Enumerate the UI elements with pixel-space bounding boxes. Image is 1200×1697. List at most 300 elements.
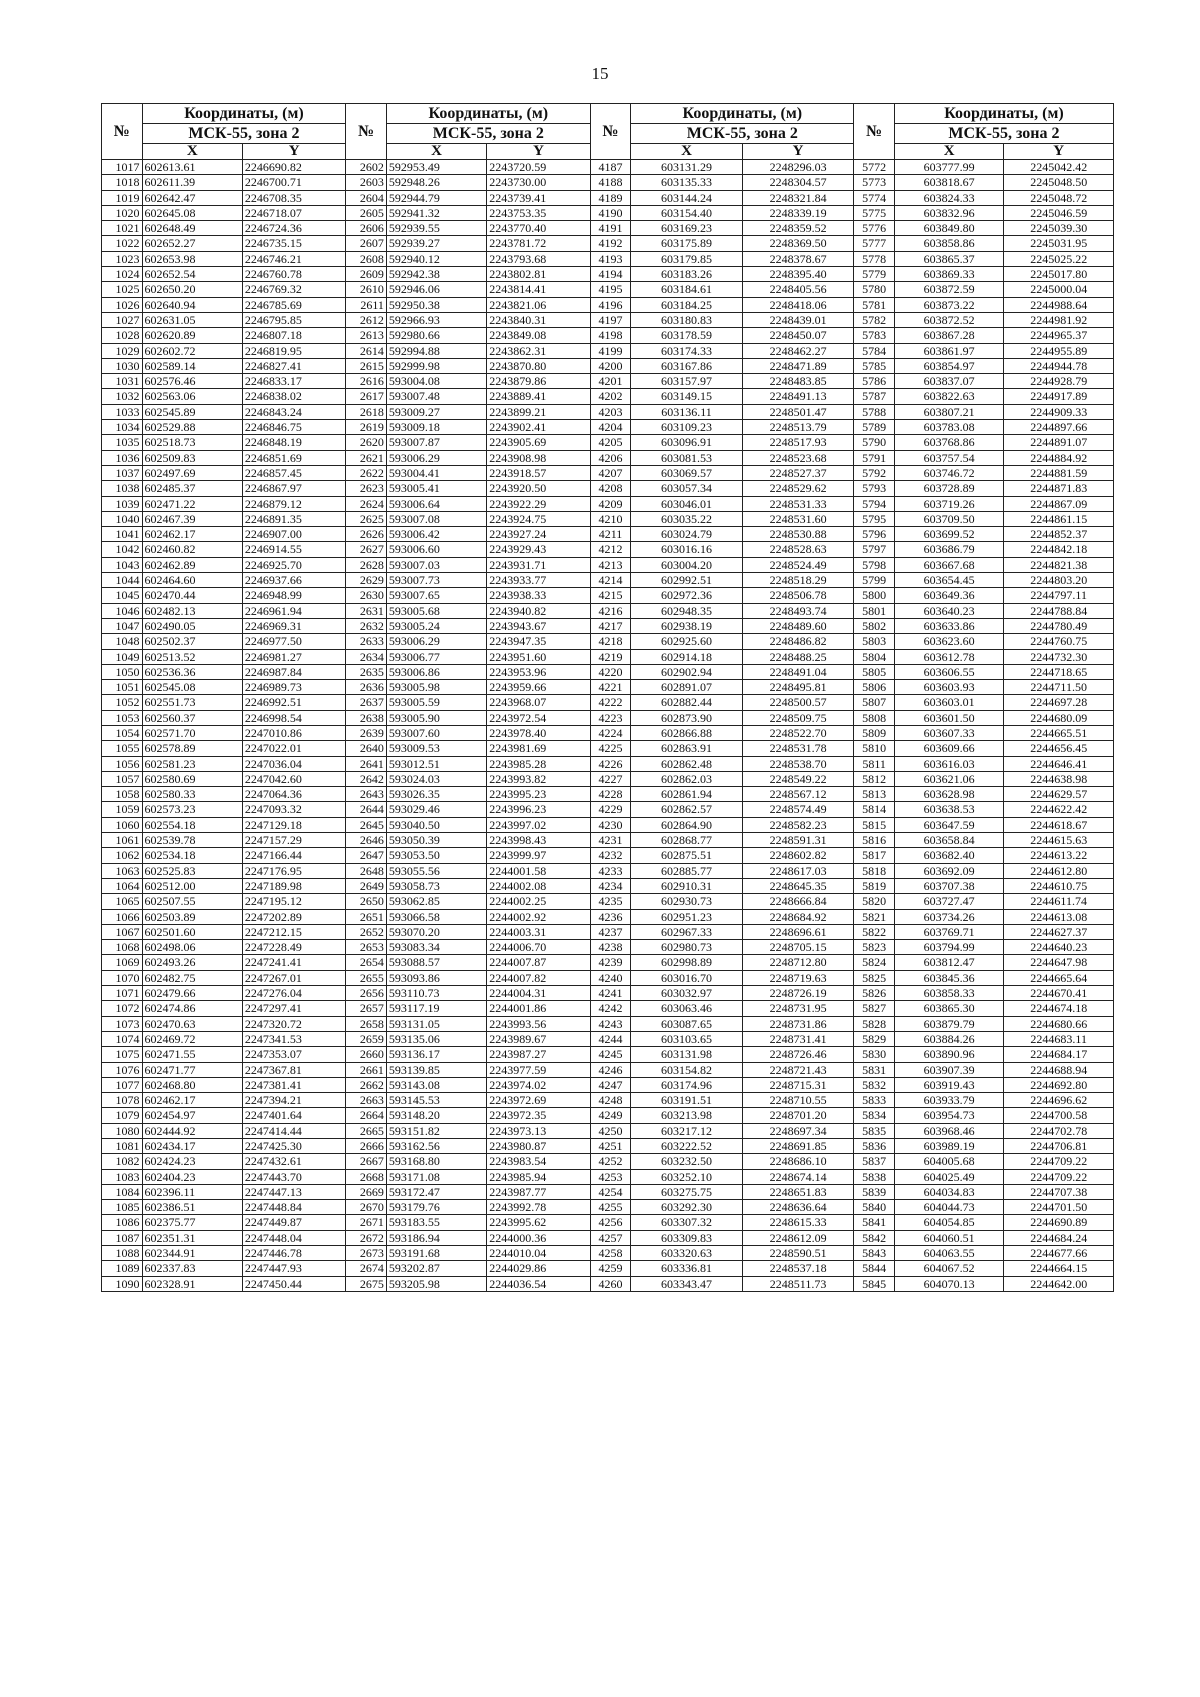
coord-y: 2247394.21 — [242, 1093, 345, 1108]
coord-x: 604070.13 — [894, 1276, 1004, 1291]
point-number: 2636 — [346, 680, 387, 695]
point-number: 2613 — [346, 328, 387, 343]
point-number: 2658 — [346, 1016, 387, 1031]
coord-x: 602910.31 — [631, 878, 743, 893]
coord-x: 603933.79 — [894, 1093, 1004, 1108]
coord-x: 593151.82 — [386, 1123, 486, 1138]
point-number: 4256 — [590, 1215, 631, 1230]
coord-y: 2247414.44 — [242, 1123, 345, 1138]
coord-y: 2243995.23 — [487, 787, 590, 802]
coord-y: 2243980.87 — [487, 1139, 590, 1154]
coord-y: 2243821.06 — [487, 297, 590, 312]
coord-x: 604063.55 — [894, 1246, 1004, 1261]
coord-y: 2246925.70 — [242, 557, 345, 572]
coord-y: 2246987.84 — [242, 664, 345, 679]
point-number: 4219 — [590, 649, 631, 664]
coord-y: 2244852.37 — [1004, 527, 1114, 542]
coord-y: 2247267.01 — [242, 970, 345, 985]
table-row — [102, 664, 1114, 679]
coord-x: 602652.27 — [142, 236, 242, 251]
coord-y: 2243920.50 — [487, 481, 590, 496]
point-number: 4221 — [590, 680, 631, 695]
coord-y: 2243999.97 — [487, 848, 590, 863]
coord-x: 602328.91 — [142, 1276, 242, 1291]
point-number: 4215 — [590, 588, 631, 603]
y-header: Y — [487, 144, 590, 160]
point-number: 1069 — [102, 955, 143, 970]
coord-y: 2246977.50 — [242, 634, 345, 649]
point-number: 2603 — [346, 175, 387, 190]
coord-x: 603607.33 — [894, 725, 1004, 740]
coord-x: 593148.20 — [386, 1108, 486, 1123]
point-number: 4232 — [590, 848, 631, 863]
coord-y: 2248530.88 — [742, 527, 854, 542]
point-number: 5791 — [854, 450, 895, 465]
coord-y: 2247353.07 — [242, 1047, 345, 1062]
point-number: 1064 — [102, 878, 143, 893]
coord-x: 593006.29 — [386, 634, 486, 649]
coord-x: 593006.29 — [386, 450, 486, 465]
coord-y: 2244036.54 — [487, 1276, 590, 1291]
point-number: 1086 — [102, 1215, 143, 1230]
coord-x: 602645.08 — [142, 205, 242, 220]
coord-x: 602467.39 — [142, 511, 242, 526]
point-number: 5820 — [854, 894, 895, 909]
coord-x: 603154.40 — [631, 205, 743, 220]
coord-x: 593012.51 — [386, 756, 486, 771]
point-number: 5830 — [854, 1047, 895, 1062]
coord-y: 2247432.61 — [242, 1154, 345, 1169]
coord-y: 2243972.35 — [487, 1108, 590, 1123]
point-number: 5805 — [854, 664, 895, 679]
point-number: 2666 — [346, 1139, 387, 1154]
coord-y: 2244622.42 — [1004, 802, 1114, 817]
coord-y: 2248701.20 — [742, 1108, 854, 1123]
coord-x: 593172.47 — [386, 1184, 486, 1199]
point-number: 5774 — [854, 190, 895, 205]
coord-x: 603869.33 — [894, 267, 1004, 282]
coord-y: 2244711.50 — [1004, 680, 1114, 695]
point-number: 4217 — [590, 618, 631, 633]
coord-x: 603686.79 — [894, 542, 1004, 557]
table-row — [102, 465, 1114, 480]
coord-x: 593191.68 — [386, 1246, 486, 1261]
point-number: 2670 — [346, 1200, 387, 1215]
coord-y: 2248691.85 — [742, 1139, 854, 1154]
table-row — [102, 496, 1114, 511]
coord-x: 602652.54 — [142, 267, 242, 282]
coord-y: 2247093.32 — [242, 802, 345, 817]
coord-x: 602337.83 — [142, 1261, 242, 1276]
coord-x: 603157.97 — [631, 374, 743, 389]
table-row — [102, 1215, 1114, 1230]
coord-y: 2243908.98 — [487, 450, 590, 465]
coord-x: 593007.08 — [386, 511, 486, 526]
coord-y: 2243862.31 — [487, 343, 590, 358]
coord-x: 602536.36 — [142, 664, 242, 679]
point-number: 5806 — [854, 680, 895, 695]
point-number: 2624 — [346, 496, 387, 511]
coord-y: 2247176.95 — [242, 863, 345, 878]
point-number: 4257 — [590, 1230, 631, 1245]
point-number: 1059 — [102, 802, 143, 817]
coord-x: 602482.13 — [142, 603, 242, 618]
point-number: 2619 — [346, 420, 387, 435]
coord-x: 603016.16 — [631, 542, 743, 557]
coord-x: 593171.08 — [386, 1169, 486, 1184]
coord-x: 603768.86 — [894, 435, 1004, 450]
coord-y: 2248731.41 — [742, 1031, 854, 1046]
point-number: 4202 — [590, 389, 631, 404]
point-number: 1046 — [102, 603, 143, 618]
point-number: 2643 — [346, 787, 387, 802]
point-number: 2654 — [346, 955, 387, 970]
point-number: 1023 — [102, 251, 143, 266]
point-number: 4233 — [590, 863, 631, 878]
coord-y: 2243968.07 — [487, 695, 590, 710]
coord-x: 603682.40 — [894, 848, 1004, 863]
table-row — [102, 420, 1114, 435]
point-number: 1074 — [102, 1031, 143, 1046]
coord-y: 2245025.22 — [1004, 251, 1114, 266]
point-number: 5809 — [854, 725, 895, 740]
coord-x: 603217.12 — [631, 1123, 743, 1138]
coord-y: 2246948.99 — [242, 588, 345, 603]
point-number: 5794 — [854, 496, 895, 511]
coord-x: 603612.78 — [894, 649, 1004, 664]
coord-y: 2244797.11 — [1004, 588, 1114, 603]
coord-x: 603175.89 — [631, 236, 743, 251]
coord-y: 2247189.98 — [242, 878, 345, 893]
point-number: 5781 — [854, 297, 895, 312]
point-number: 5803 — [854, 634, 895, 649]
point-number: 5834 — [854, 1108, 895, 1123]
coord-y: 2243720.59 — [487, 160, 590, 175]
point-number: 2629 — [346, 573, 387, 588]
coord-x: 593005.59 — [386, 695, 486, 710]
coord-x: 603046.01 — [631, 496, 743, 511]
table-row — [102, 1200, 1114, 1215]
table-row — [102, 435, 1114, 450]
coord-x: 593088.57 — [386, 955, 486, 970]
coord-x: 602631.05 — [142, 312, 242, 327]
point-number: 1033 — [102, 404, 143, 419]
coord-y: 2248674.14 — [742, 1169, 854, 1184]
point-number: 2665 — [346, 1123, 387, 1138]
point-number: 2647 — [346, 848, 387, 863]
coord-x: 602351.31 — [142, 1230, 242, 1245]
point-number: 5796 — [854, 527, 895, 542]
coord-y: 2244981.92 — [1004, 312, 1114, 327]
point-number: 4251 — [590, 1139, 631, 1154]
table-row — [102, 634, 1114, 649]
coord-y: 2248731.95 — [742, 1001, 854, 1016]
coord-y: 2246969.31 — [242, 618, 345, 633]
coord-x: 592939.55 — [386, 221, 486, 236]
point-number: 4197 — [590, 312, 631, 327]
coord-y: 2244610.75 — [1004, 878, 1114, 893]
coord-y: 2244000.36 — [487, 1230, 590, 1245]
coord-x: 603667.68 — [894, 557, 1004, 572]
point-number: 4223 — [590, 710, 631, 725]
point-number: 2651 — [346, 909, 387, 924]
coord-y: 2244861.15 — [1004, 511, 1114, 526]
coord-y: 2243972.69 — [487, 1093, 590, 1108]
coord-y: 2244611.74 — [1004, 894, 1114, 909]
table-row — [102, 680, 1114, 695]
point-number: 1072 — [102, 1001, 143, 1016]
coord-x: 603616.03 — [894, 756, 1004, 771]
coord-y: 2244665.64 — [1004, 970, 1114, 985]
coordinates-table — [101, 103, 1114, 1292]
point-number: 2652 — [346, 924, 387, 939]
coord-x: 593070.20 — [386, 924, 486, 939]
coord-y: 2243987.27 — [487, 1047, 590, 1062]
coord-x: 602529.88 — [142, 420, 242, 435]
point-number: 4258 — [590, 1246, 631, 1261]
coord-y: 2244732.30 — [1004, 649, 1114, 664]
coord-y: 2247449.87 — [242, 1215, 345, 1230]
coord-x: 593007.65 — [386, 588, 486, 603]
coord-y: 2243870.80 — [487, 358, 590, 373]
coord-y: 2243899.21 — [487, 404, 590, 419]
coord-y: 2244760.75 — [1004, 634, 1114, 649]
coord-y: 2244670.41 — [1004, 986, 1114, 1001]
coord-x: 602573.23 — [142, 802, 242, 817]
point-number: 1049 — [102, 649, 143, 664]
point-number: 2611 — [346, 297, 387, 312]
table-row — [102, 695, 1114, 710]
point-number: 5777 — [854, 236, 895, 251]
point-number: 5776 — [854, 221, 895, 236]
point-number: 5837 — [854, 1154, 895, 1169]
coord-x: 593005.24 — [386, 618, 486, 633]
table-row — [102, 802, 1114, 817]
coord-x: 602525.83 — [142, 863, 242, 878]
coord-x: 603822.63 — [894, 389, 1004, 404]
coord-x: 603890.96 — [894, 1047, 1004, 1062]
point-number: 4192 — [590, 236, 631, 251]
page-number: 15 — [591, 64, 609, 83]
coord-x: 593024.03 — [386, 771, 486, 786]
coord-x: 603174.96 — [631, 1077, 743, 1092]
coord-y: 2248696.61 — [742, 924, 854, 939]
coord-x: 592948.26 — [386, 175, 486, 190]
coord-x: 603647.59 — [894, 817, 1004, 832]
point-number: 4255 — [590, 1200, 631, 1215]
point-number: 2618 — [346, 404, 387, 419]
coord-y: 2247367.81 — [242, 1062, 345, 1077]
table-row — [102, 481, 1114, 496]
coord-x: 603601.50 — [894, 710, 1004, 725]
coord-y: 2245031.95 — [1004, 236, 1114, 251]
coord-y: 2244690.89 — [1004, 1215, 1114, 1230]
point-number: 2656 — [346, 986, 387, 1001]
table-row — [102, 1261, 1114, 1276]
coord-x: 593004.41 — [386, 465, 486, 480]
point-number: 4191 — [590, 221, 631, 236]
coord-x: 603812.47 — [894, 955, 1004, 970]
coord-x: 602571.70 — [142, 725, 242, 740]
coord-x: 603191.51 — [631, 1093, 743, 1108]
point-number: 4209 — [590, 496, 631, 511]
point-number: 2623 — [346, 481, 387, 496]
point-number: 1070 — [102, 970, 143, 985]
point-number: 5797 — [854, 542, 895, 557]
point-number: 1075 — [102, 1047, 143, 1062]
coord-y: 2244988.64 — [1004, 297, 1114, 312]
coord-y: 2246989.73 — [242, 680, 345, 695]
coord-y: 2244642.00 — [1004, 1276, 1114, 1291]
coord-x: 602620.89 — [142, 328, 242, 343]
coord-x: 593007.87 — [386, 435, 486, 450]
point-number: 5817 — [854, 848, 895, 863]
point-number: 4259 — [590, 1261, 631, 1276]
coord-y: 2244627.37 — [1004, 924, 1114, 939]
num-header: № — [346, 104, 387, 160]
point-number: 4190 — [590, 205, 631, 220]
table-row — [102, 404, 1114, 419]
coord-y: 2246819.95 — [242, 343, 345, 358]
coord-x: 602873.90 — [631, 710, 743, 725]
table-row — [102, 389, 1114, 404]
table-row — [102, 940, 1114, 955]
point-number: 1018 — [102, 175, 143, 190]
coord-x: 602967.33 — [631, 924, 743, 939]
point-number: 2659 — [346, 1031, 387, 1046]
coord-x: 603103.65 — [631, 1031, 743, 1046]
coord-y: 2248523.68 — [742, 450, 854, 465]
coord-y: 2247202.89 — [242, 909, 345, 924]
coord-y: 2244706.81 — [1004, 1139, 1114, 1154]
coord-x: 592939.27 — [386, 236, 486, 251]
coord-y: 2248617.03 — [742, 863, 854, 878]
coord-x: 602434.17 — [142, 1139, 242, 1154]
point-number: 5795 — [854, 511, 895, 526]
coord-y: 2246760.78 — [242, 267, 345, 282]
coord-x: 603654.45 — [894, 573, 1004, 588]
coord-x: 593179.76 — [386, 1200, 486, 1215]
coord-y: 2248538.70 — [742, 756, 854, 771]
point-number: 2630 — [346, 588, 387, 603]
coord-x: 603081.53 — [631, 450, 743, 465]
point-number: 4196 — [590, 297, 631, 312]
coord-x: 603232.50 — [631, 1154, 743, 1169]
coord-x: 593005.98 — [386, 680, 486, 695]
point-number: 4200 — [590, 358, 631, 373]
point-number: 1024 — [102, 267, 143, 282]
num-header: № — [854, 104, 895, 160]
point-number: 4247 — [590, 1077, 631, 1092]
point-number: 2605 — [346, 205, 387, 220]
point-number: 5836 — [854, 1139, 895, 1154]
coord-x: 603213.98 — [631, 1108, 743, 1123]
table-row — [102, 221, 1114, 236]
point-number: 1077 — [102, 1077, 143, 1092]
table-row — [102, 588, 1114, 603]
coord-x: 592941.32 — [386, 205, 486, 220]
table-row — [102, 251, 1114, 266]
coord-x: 602493.26 — [142, 955, 242, 970]
coord-x: 602512.00 — [142, 878, 242, 893]
point-number: 5787 — [854, 389, 895, 404]
coord-x: 603867.28 — [894, 328, 1004, 343]
coord-x: 602560.37 — [142, 710, 242, 725]
coord-y: 2247446.78 — [242, 1246, 345, 1261]
point-number: 2642 — [346, 771, 387, 786]
coord-x: 593007.48 — [386, 389, 486, 404]
coord-x: 592980.66 — [386, 328, 486, 343]
coord-x: 603757.54 — [894, 450, 1004, 465]
coord-y: 2244700.58 — [1004, 1108, 1114, 1123]
coord-y: 2244613.22 — [1004, 848, 1114, 863]
coord-y: 2246961.94 — [242, 603, 345, 618]
coord-y: 2244718.65 — [1004, 664, 1114, 679]
table-row — [102, 573, 1114, 588]
coord-x: 602863.91 — [631, 741, 743, 756]
coord-x: 602513.52 — [142, 649, 242, 664]
table-row — [102, 297, 1114, 312]
table-row — [102, 1016, 1114, 1031]
coord-y: 2246735.15 — [242, 236, 345, 251]
point-number: 5813 — [854, 787, 895, 802]
coord-y: 2247341.53 — [242, 1031, 345, 1046]
point-number: 1045 — [102, 588, 143, 603]
coord-x: 603035.22 — [631, 511, 743, 526]
coord-x: 602344.91 — [142, 1246, 242, 1261]
coord-y: 2248684.92 — [742, 909, 854, 924]
coord-x: 602862.57 — [631, 802, 743, 817]
coord-x: 602424.23 — [142, 1154, 242, 1169]
table-row — [102, 909, 1114, 924]
point-number: 4238 — [590, 940, 631, 955]
coord-x: 604034.83 — [894, 1184, 1004, 1199]
coord-x: 603628.98 — [894, 787, 1004, 802]
coord-x: 602938.19 — [631, 618, 743, 633]
point-number: 5778 — [854, 251, 895, 266]
coord-x: 593006.64 — [386, 496, 486, 511]
point-number: 2620 — [346, 435, 387, 450]
coord-x: 602485.37 — [142, 481, 242, 496]
coord-x: 592946.06 — [386, 282, 486, 297]
coord-y: 2248304.57 — [742, 175, 854, 190]
point-number: 2660 — [346, 1047, 387, 1062]
coord-x: 593110.73 — [386, 986, 486, 1001]
coord-y: 2244683.11 — [1004, 1031, 1114, 1046]
coord-y: 2243995.62 — [487, 1215, 590, 1230]
point-number: 2645 — [346, 817, 387, 832]
point-number: 1034 — [102, 420, 143, 435]
coord-y: 2248518.29 — [742, 573, 854, 588]
coord-y: 2244647.98 — [1004, 955, 1114, 970]
coord-x: 603640.23 — [894, 603, 1004, 618]
coord-y: 2245048.50 — [1004, 175, 1114, 190]
point-number: 4244 — [590, 1031, 631, 1046]
coord-x: 602554.18 — [142, 817, 242, 832]
coord-y: 2245046.59 — [1004, 205, 1114, 220]
coord-x: 602862.03 — [631, 771, 743, 786]
point-number: 1071 — [102, 986, 143, 1001]
coord-y: 2246857.45 — [242, 465, 345, 480]
point-number: 2671 — [346, 1215, 387, 1230]
coord-x: 602914.18 — [631, 649, 743, 664]
coord-y: 2243905.69 — [487, 435, 590, 450]
point-number: 2661 — [346, 1062, 387, 1077]
point-number: 4204 — [590, 420, 631, 435]
table-row — [102, 1077, 1114, 1092]
table-row — [102, 328, 1114, 343]
coord-y: 2248488.25 — [742, 649, 854, 664]
